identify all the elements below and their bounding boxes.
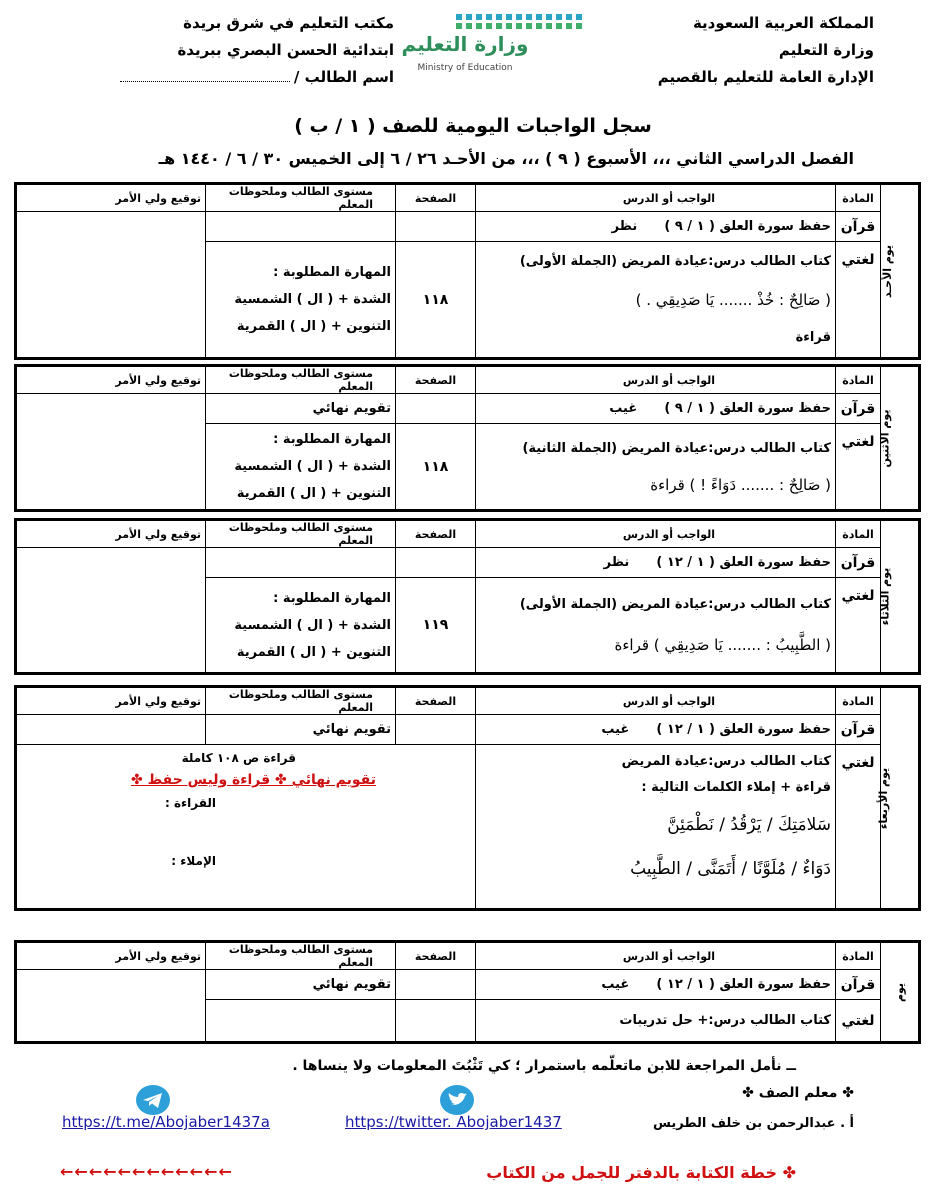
day-block-monday <box>14 364 921 512</box>
subject-quran: قرآن <box>836 548 881 578</box>
quran-status: غيب <box>601 722 630 737</box>
quran-level: تقويم نهائي <box>206 394 396 424</box>
logo-dots-icon <box>456 10 656 32</box>
day-block-tuesday <box>14 518 921 675</box>
col-subject: المادة <box>836 943 881 970</box>
quran-homework: حفظ سورة العلق ( ١ / ١٢ ) غيب <box>476 715 836 745</box>
lesson-line: كتاب الطالب درس:عيادة المريض (الجملة الأولى) <box>519 597 831 612</box>
day-label: يوم الاثنين <box>881 367 919 510</box>
country-name: المملكة العربية السعودية <box>692 14 874 32</box>
final-eval-note: تقويم نهائي ✤ قراءة وليس حفظ ✤ <box>131 772 376 788</box>
student-name-line[interactable] <box>120 67 290 82</box>
col-signature: توقيع ولي الأمر <box>17 367 206 394</box>
subject-lughati: لغتي <box>836 242 881 358</box>
quran-page <box>396 715 476 745</box>
telegram-icon[interactable] <box>136 1085 170 1115</box>
reading-label: القراءة : <box>164 796 216 810</box>
education-office: مكتب التعليم في شرق بريدة <box>183 14 394 32</box>
lughati-homework <box>476 424 836 510</box>
twitter-icon[interactable] <box>440 1085 474 1115</box>
teacher-notes <box>17 745 476 909</box>
logo-english-text: Ministry of Education <box>417 63 513 73</box>
quran-page <box>396 970 476 1000</box>
school-name: ابتدائية الحسن البصري ببريدة <box>177 41 394 59</box>
subject-lughati: لغتي <box>836 1000 881 1042</box>
parent-signature[interactable] <box>17 715 206 745</box>
parent-signature[interactable] <box>17 212 206 358</box>
skill-line: التنوين + ( ال ) القمرية <box>236 486 391 501</box>
col-subject: المادة <box>836 367 881 394</box>
subject-lughati: لغتي <box>836 424 881 510</box>
quran-page <box>396 212 476 242</box>
lesson-task: قراءة + إملاء الكلمات التالية : <box>641 780 831 795</box>
student-name-label: اسم الطالب / <box>293 68 394 86</box>
lesson-sentence: ( الطَّبِيبُ : ....... يَا صَدِيقِي ) قراءة <box>614 636 831 654</box>
reading-note: قراءة ص ١٠٨ كاملة <box>181 751 296 765</box>
quran-level: تقويم نهائي <box>206 970 396 1000</box>
writing-plan: ✤ خطة الكتابة بالدفتر للجمل من الكتاب <box>486 1163 796 1182</box>
col-page: الصفحة <box>396 521 476 548</box>
skill-line: الشدة + ( ال ) الشمسية <box>234 292 391 307</box>
page-title: سجل الواجبات اليومية للصف ( ١ / ب ) <box>294 115 652 137</box>
col-signature: توقيع ولي الأمر <box>17 688 206 715</box>
dictation-words: دَوَاءٌ / مُلَوَّنًا / أَتَمَنَّى / الطَّبِيبُ <box>630 859 831 879</box>
col-level: مستوى الطالب وملحوظات المعلم <box>206 688 396 715</box>
lesson-task: قراءة <box>795 329 831 345</box>
quran-status: نظر <box>603 555 630 570</box>
quran-homework: حفظ سورة العلق ( ١ / ٩ ) غيب <box>476 394 836 424</box>
col-signature: توقيع ولي الأمر <box>17 943 206 970</box>
quran-homework: حفظ سورة العلق ( ١ / ١٢ ) غيب <box>476 970 836 1000</box>
student-name-field[interactable] <box>74 64 394 91</box>
lughati-homework <box>476 242 836 358</box>
quran-level: تقويم نهائي <box>206 715 396 745</box>
lughati-homework <box>476 578 836 673</box>
skill-line: الشدة + ( ال ) الشمسية <box>234 617 391 633</box>
quran-homework: حفظ سورة العلق ( ١ / ١٢ ) نظر <box>476 548 836 578</box>
skill-heading: المهارة المطلوبة : <box>273 432 391 447</box>
col-level: مستوى الطالب وملحوظات المعلم <box>206 943 396 970</box>
col-page: الصفحة <box>396 943 476 970</box>
subject-quran: قرآن <box>836 394 881 424</box>
day-label: يوم <box>881 943 919 1042</box>
col-signature: توقيع ولي الأمر <box>17 521 206 548</box>
teacher-notes <box>206 1000 396 1042</box>
teacher-label: ✤ معلم الصف ✤ <box>742 1085 854 1101</box>
col-page: الصفحة <box>396 688 476 715</box>
day-label: يوم الأحـد <box>881 185 919 358</box>
col-signature: توقيع ولي الأمر <box>17 185 206 212</box>
day-label: يوم الثلاثاء <box>881 521 919 673</box>
col-subject: المادة <box>836 521 881 548</box>
ministry-logo <box>390 10 600 80</box>
logo-arabic-text: وزارة التعليم <box>401 32 529 56</box>
skill-heading: المهارة المطلوبة : <box>273 590 391 606</box>
subject-quran: قرآن <box>836 970 881 1000</box>
telegram-link[interactable]: https://t.me/Abojaber1437a <box>62 1113 270 1131</box>
col-homework: الواجب أو الدرس <box>476 688 836 715</box>
arrows-decoration: ←←←←←←←←←←←← <box>60 1162 233 1181</box>
lesson-sentence: ( صَالِحٌ : ....... دَوَاءً ! ) قراءة <box>650 475 831 494</box>
col-level: مستوى الطالب وملحوظات المعلم <box>206 521 396 548</box>
lesson-sentence: ( صَالِحٌ : خُذْ ....... يَا صَدِيقِي . ) <box>635 290 831 309</box>
quran-status: غيب <box>601 977 630 992</box>
parent-signature[interactable] <box>17 394 206 510</box>
col-level: مستوى الطالب وملحوظات المعلم <box>206 185 396 212</box>
ministry-name: وزارة التعليم <box>778 41 874 59</box>
parent-note: ــ نأمل المراجعة للابن ماتعلّمه باستمرار ؛ كي تَثْبُتَ المعلومات ولا ينساها . <box>292 1058 796 1074</box>
lesson-line: كتاب الطالب درس:عيادة المريض <box>621 754 831 769</box>
col-homework: الواجب أو الدرس <box>476 367 836 394</box>
skill-heading: المهارة المطلوبة : <box>273 265 391 280</box>
dictation-label: الإملاء : <box>171 854 216 868</box>
col-homework: الواجب أو الدرس <box>476 943 836 970</box>
skill-line: التنوين + ( ال ) القمرية <box>236 319 391 334</box>
quran-page <box>396 394 476 424</box>
quran-homework: حفظ سورة العلق ( ١ / ٩ ) نظر <box>476 212 836 242</box>
col-homework: الواجب أو الدرس <box>476 185 836 212</box>
page-number: ١١٨ <box>396 424 476 510</box>
teacher-name: أ . عبدالرحمن بن خلف الطريس <box>652 1116 854 1131</box>
parent-signature[interactable] <box>17 548 206 673</box>
twitter-link[interactable]: https://twitter. Abojaber1437 <box>345 1113 562 1131</box>
page-number: ١١٩ <box>396 578 476 673</box>
col-subject: المادة <box>836 688 881 715</box>
page-number: ١١٨ <box>396 242 476 358</box>
school-header <box>74 10 394 91</box>
parent-signature[interactable] <box>17 970 206 1042</box>
col-page: الصفحة <box>396 367 476 394</box>
week-subtitle: الفصل الدراسي الثاني ،،، الأسبوع ( ٩ ) ،،، من الأحـد ٢٦ / ٦ إلى الخميس ٣٠ / ٦ / ١٤٤٠ هـ <box>158 149 854 168</box>
col-level: مستوى الطالب وملحوظات المعلم <box>206 367 396 394</box>
col-subject: المادة <box>836 185 881 212</box>
subject-lughati: لغتي <box>836 578 881 673</box>
day-label: يوم الأربعاء <box>881 688 919 909</box>
dictation-words: سَلامَتِكَ / يَرْقُدُ / نَطْمَئِنَّ <box>667 815 831 835</box>
quran-status: غيب <box>609 401 638 416</box>
teacher-notes <box>206 424 396 510</box>
skill-line: الشدة + ( ال ) الشمسية <box>234 459 391 474</box>
subject-quran: قرآن <box>836 715 881 745</box>
teacher-notes <box>206 242 396 358</box>
subject-quran: قرآن <box>836 212 881 242</box>
quran-status: نظر <box>611 219 638 234</box>
day-block-sunday <box>14 182 921 360</box>
lughati-homework <box>476 745 836 909</box>
administration-name: الإدارة العامة للتعليم بالقصيم <box>657 68 874 86</box>
quran-level <box>206 548 396 578</box>
col-homework: الواجب أو الدرس <box>476 521 836 548</box>
quran-level <box>206 212 396 242</box>
lesson-line: كتاب الطالب درس:عيادة المريض (الجملة الثانية) <box>522 440 831 456</box>
col-page: الصفحة <box>396 185 476 212</box>
quran-page <box>396 548 476 578</box>
lughati-homework: كتاب الطالب درس:+ حل تدريبات <box>476 1000 836 1042</box>
lesson-line: كتاب الطالب درس:عيادة المريض (الجملة الأولى) <box>519 253 831 269</box>
skill-line: التنوين + ( ال ) القمرية <box>236 644 391 660</box>
page-number <box>396 1000 476 1042</box>
teacher-notes <box>206 578 396 673</box>
subject-lughati: لغتي <box>836 745 881 909</box>
day-block-wednesday <box>14 685 921 911</box>
day-block-thursday <box>14 940 921 1044</box>
